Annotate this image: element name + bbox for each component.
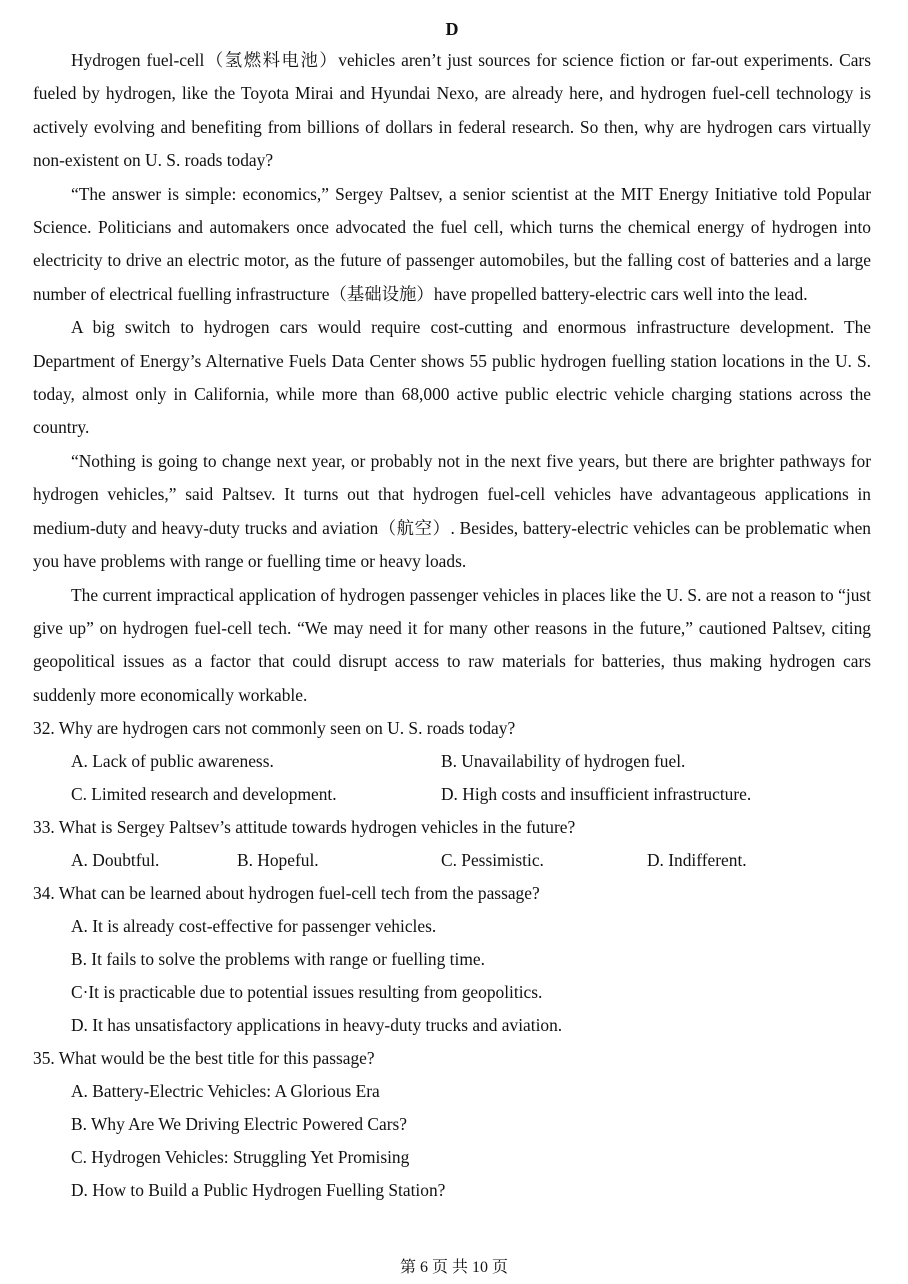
- option-a: A. Lack of public awareness.: [71, 751, 274, 772]
- option-a: A. Doubtful.: [71, 850, 160, 871]
- option-d: D. Indifferent.: [647, 850, 747, 871]
- option-b: B. Unavailability of hydrogen fuel.: [441, 751, 686, 772]
- exam-page: [33, 14, 871, 1207]
- option-b: B. It fails to solve the problems with range or fuelling time.: [71, 949, 485, 970]
- question-32: [33, 712, 871, 811]
- passage-paragraph-4: “Nothing is going to change next year, or probably not in the next five years, but there are brighter pathways for hydrogen vehicles,” said Paltsev. It turns out that hydrogen fuel-cell vehicles have advantageous applications in medium-duty and heavy-duty trucks and aviation（航空）. Besides, battery-electric vehicles can be problematic when you have problems with range or fuelling time or heavy loads.: [33, 450, 871, 572]
- question-33: [33, 811, 871, 877]
- option-a: A. Battery-Electric Vehicles: A Glorious Era: [71, 1081, 380, 1102]
- page-number-footer: 第 6 页 共 10 页: [399, 1259, 508, 1276]
- question-35: [33, 1042, 871, 1207]
- question-stem: 35. What would be the best title for this passage?: [33, 1048, 375, 1069]
- answer-options: [33, 1075, 871, 1207]
- option-d: D. How to Build a Public Hydrogen Fuelling Station?: [71, 1180, 446, 1201]
- passage-paragraph-5: The current impractical application of hydrogen passenger vehicles in places like the U. S. are not a reason to “just give up” on hydrogen fuel-cell tech. “We may need it for many other reasons in the future,” cautioned Paltsev, citing geopolitical issues as a factor that could disrupt access to raw materials for batteries, thus making hydrogen cars suddenly more economically workable.: [33, 584, 871, 705]
- question-stem: 33. What is Sergey Paltsev’s attitude towards hydrogen vehicles in the future?: [33, 817, 576, 838]
- answer-options: [33, 844, 871, 877]
- answer-options: [33, 745, 871, 811]
- option-d: D. It has unsatisfactory applications in heavy-duty trucks and aviation.: [71, 1015, 563, 1036]
- option-c: C. Hydrogen Vehicles: Struggling Yet Promising: [71, 1147, 410, 1168]
- answer-options: [33, 910, 871, 1042]
- question-34: [33, 877, 871, 1042]
- option-c: C. Pessimistic.: [441, 850, 544, 871]
- section-heading: D: [445, 19, 459, 39]
- option-d: D. High costs and insufficient infrastructure.: [441, 784, 752, 805]
- question-stem: 32. Why are hydrogen cars not commonly seen on U. S. roads today?: [33, 718, 516, 739]
- option-b: B. Why Are We Driving Electric Powered Cars?: [71, 1114, 408, 1135]
- option-b: B. Hopeful.: [237, 850, 319, 871]
- passage-paragraph-3: A big switch to hydrogen cars would require cost-cutting and enormous infrastructure development. The Department of Energy’s Alternative Fuels Data Center shows 55 public hydrogen fuelling station locations in the U. S. today, almost only in California, while more than 68,000 active public electric vehicle charging stations across the country.: [33, 317, 871, 438]
- option-a: A. It is already cost-effective for passenger vehicles.: [71, 916, 437, 937]
- question-stem: 34. What can be learned about hydrogen fuel-cell tech from the passage?: [33, 883, 540, 904]
- passage-paragraph-1: Hydrogen fuel-cell（氢燃料电池）vehicles aren’t just sources for science fiction or far-out experiments. Cars fueled by hydrogen, like the Toyota Mirai and Hyundai Nexo, are already here, and hydrogen fuel-cell technology is actively evolving and benefiting from billions of dollars in federal research. So then, why are hydrogen cars virtually non-existent on U. S. roads today?: [33, 50, 871, 171]
- option-c: C·It is practicable due to potential issues resulting from geopolitics.: [71, 982, 543, 1003]
- option-c: C. Limited research and development.: [71, 784, 337, 805]
- passage-paragraph-2: “The answer is simple: economics,” Sergey Paltsev, a senior scientist at the MIT Energy Initiative told Popular Science. Politicians and automakers once advocated the fuel cell, which turns the chemical energy of hydrogen into electricity to drive an electric motor, as the future of passenger automobiles, but the falling cost of batteries and a large number of electrical fuelling infrastructure（基础设施）have propelled battery-electric cars well into the lead.: [33, 183, 871, 304]
